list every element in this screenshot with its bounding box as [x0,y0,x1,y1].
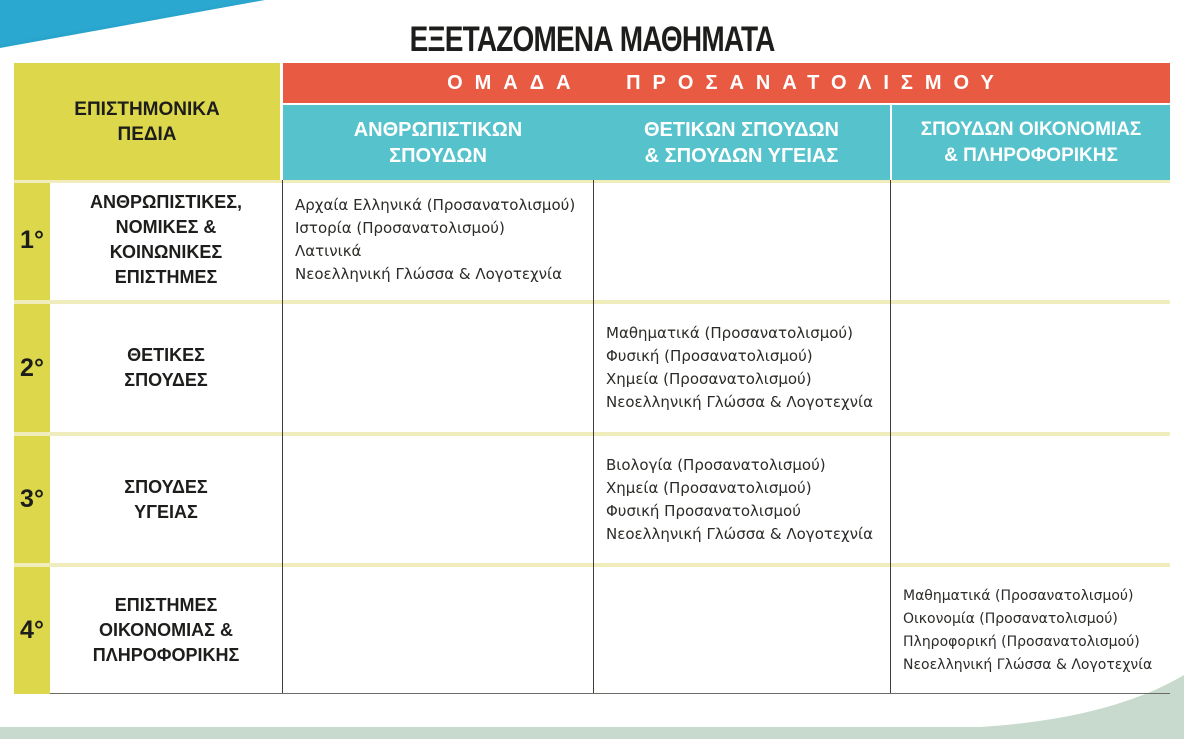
subject-item: Βιολογία (Προσανατολισμού) [606,455,826,474]
subject-item: Οικονομία (Προσανατολισμού) [903,610,1118,627]
subjects-cell-economics-informatics [890,567,1170,694]
field-name-cell [50,567,282,694]
subjects-cell-science-health [593,304,890,432]
field-name-cell [50,180,282,300]
field-number: 1° [20,225,44,254]
field-name-line: ΘΕΤΙΚΕΣ [127,345,205,365]
subject-item: Ιστορία (Προσανατολισμού) [295,219,505,237]
subject-item: Νεοελληνική Γλώσσα & Λογοτεχνία [295,265,563,283]
subject-item: Φυσική (Προσανατολισμού) [606,347,813,365]
field-name-line: ΕΠΙΣΤΗΜΕΣ [114,267,218,287]
subjects-cell-humanities [282,180,593,300]
subject-item: Μαθηματικά (Προσανατολισμού) [606,324,853,342]
field-name-line: ΥΓΕΙΑΣ [134,501,198,522]
column-header-line: & ΣΠΟΥΔΩΝ ΥΓΕΙΑΣ [644,144,839,167]
subjects-cell-science-health [593,180,890,300]
column-header-line: ΑΝΘΡΩΠΙΣΤΙΚΩΝ [353,118,523,141]
table-row-4 [14,567,1170,694]
subject-item: Χημεία (Προσανατολισμού) [606,370,812,388]
table-row-1 [14,180,1170,300]
table-row-3 [14,436,1170,563]
row-separator [14,300,1170,304]
subjects-cell-economics-informatics [890,304,1170,432]
page-title [0,20,1184,60]
subject-item: Χημεία (Προσανατολισμού) [606,478,812,497]
field-number: 3° [20,485,44,513]
subjects-cell-economics-informatics [890,180,1170,300]
subjects-cell-economics-informatics [890,436,1170,563]
field-name-line: ΣΠΟΥΔΕΣ [124,476,208,497]
column-divider [282,180,283,694]
subject-item: Αρχαία Ελληνικά (Προσανατολισμού) [295,196,576,214]
field-name-line: ΠΛΗΡΟΦΟΡΙΚΗΣ [92,645,240,665]
subject-item: Λατινικά [295,242,362,260]
field-name-line: ΣΠΟΥΔΕΣ [124,370,208,390]
orientation-group-header-text: ΟΜΑΔΑ ΠΡΟΣΑΝΑΤΟΛΙΣΜΟΥ [447,71,1006,94]
field-name-cell [50,436,282,563]
field-name-line: ΚΟΙΝΩΝΙΚΕΣ [109,242,223,262]
subject-item: Νεοελληνική Γλώσσα & Λογοτεχνία [606,393,874,411]
subjects-cell-science-health [593,567,890,694]
column-header-line: ΣΠΟΥΔΩΝ ΟΙΚΟΝΟΜΙΑΣ [920,118,1142,140]
row-separator [14,180,1170,183]
field-name-line: ΝΟΜΙΚΕΣ & [115,217,217,237]
fields-header-line2: ΠΕΔΙΑ [117,123,177,145]
orientation-group-header [283,63,1170,103]
column-header-science-health [593,105,890,180]
column-divider [890,180,891,694]
field-number: 4° [20,616,44,644]
table-row-2 [14,304,1170,432]
row-separator [14,563,1170,567]
column-header-line: & ΠΛΗΡΟΦΟΡΙΚΗΣ [944,144,1118,166]
field-name-line: ΕΠΙΣΤΗΜΕΣ [114,595,218,615]
subject-item: Νεοελληνική Γλώσσα & Λογοτεχνία [903,656,1153,673]
fields-header-cell [14,63,280,180]
field-name-line: ΟΙΚΟΝΟΜΙΑΣ & [99,620,233,640]
field-number: 2° [20,353,44,382]
subjects-table [14,63,1170,695]
subjects-cell-humanities [282,567,593,694]
column-headers-row [283,105,1170,180]
subjects-cell-humanities [282,436,593,563]
fields-header-line1: ΕΠΙΣΤΗΜΟΝΙΚΑ [74,98,220,120]
table-bottom-border [50,693,1170,694]
field-name-line: ΑΝΘΡΩΠΙΣΤΙΚΕΣ, [89,192,243,212]
field-name-cell [50,304,282,432]
column-divider [593,180,594,694]
page-title-text: ΕΞΕΤΑΖΟΜΕΝΑ ΜΑΘΗΜΑΤΑ [409,20,775,59]
column-header-line: ΘΕΤΙΚΩΝ ΣΠΟΥΔΩΝ [644,118,839,141]
subject-item: Φυσική Προσανατολισμού [606,501,801,520]
subjects-cell-humanities [282,304,593,432]
subjects-cell-science-health [593,436,890,563]
subject-item: Νεοελληνική Γλώσσα & Λογοτεχνία [606,524,874,543]
column-header-economics-informatics [890,105,1170,180]
column-header-humanities [283,105,593,180]
subject-item: Πληροφορική (Προσανατολισμού) [903,633,1140,650]
row-separator [14,432,1170,436]
subject-item: Μαθηματικά (Προσανατολισμού) [903,587,1134,604]
column-header-line: ΣΠΟΥΔΩΝ [389,144,487,167]
